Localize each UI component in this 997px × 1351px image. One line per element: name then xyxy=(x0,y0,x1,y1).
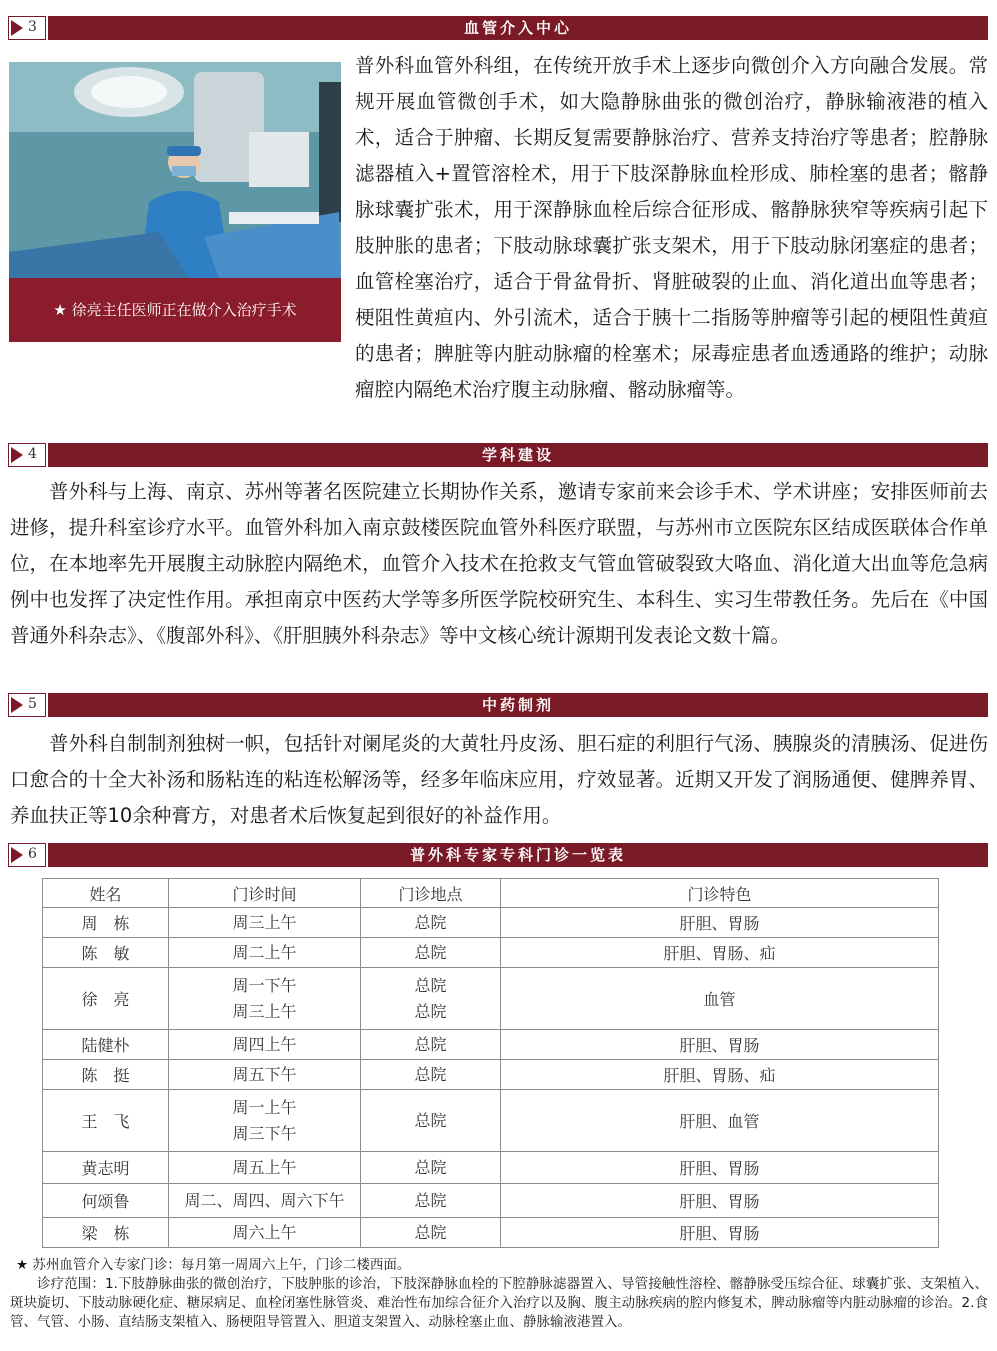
section-header-tcm xyxy=(8,693,988,717)
clinic-place xyxy=(361,908,501,938)
clinic-time-line: 周三上午 xyxy=(232,912,297,932)
scope-note xyxy=(10,1275,988,1332)
section-number: 6 xyxy=(28,846,37,862)
clinic-time-line: 周一上午 xyxy=(232,1097,297,1117)
section-header-vascular xyxy=(8,16,988,40)
clinic-time xyxy=(169,938,361,968)
surgery-scene-image xyxy=(9,62,341,278)
header-place: 门诊地点 xyxy=(361,879,501,908)
clinic-notes xyxy=(10,1256,988,1332)
suzhou-note: ★ 苏州血管介入专家门诊：每月第一周周六上午，门诊二楼西面。 xyxy=(16,1257,411,1273)
clinic-table-wrapper xyxy=(42,878,938,1248)
section-number: 4 xyxy=(28,446,37,462)
clinic-time-line: 周三上午 xyxy=(232,1001,297,1021)
clinic-place-line: 总院 xyxy=(414,942,447,962)
table-row xyxy=(43,968,939,1030)
section-title: 血管介入中心 xyxy=(48,16,988,40)
table-row xyxy=(43,1030,939,1060)
clinic-place xyxy=(361,1152,501,1184)
clinic-place-line: 总院 xyxy=(414,1001,447,1021)
clinic-place-line: 总院 xyxy=(414,975,447,995)
scope-text: 1.下肢静脉曲张的微创治疗，下肢肿胀的诊治，下肢深静脉血栓的下腔静脉滤器置入、导管接触性溶栓、髂静脉受压综合征、球囊扩张、支架植入、斑块旋切、下肢动脉硬化症、糖尿病足、血栓闭塞性脉管炎、难治性布加综合征介入治疗以及胸、腹主动脉疾病的腔内修复术，脾动脉瘤等内脏动脉瘤的诊治。2.食管、气管、小肠、直结肠支架植入、肠梗阻导管置入、胆道支架置入、动脉栓塞止血、静脉输液港置入。 xyxy=(10,1276,988,1330)
doctor-name: 何颂鲁 xyxy=(43,1184,169,1218)
clinic-table xyxy=(42,878,939,1248)
header-specialty: 门诊特色 xyxy=(501,879,939,908)
doctor-name: 陆健朴 xyxy=(43,1030,169,1060)
clinic-time xyxy=(169,1184,361,1218)
doctor-name: 陈 敏 xyxy=(43,938,169,968)
clinic-specialty: 肝胆、胃肠 xyxy=(501,908,939,938)
arrow-icon xyxy=(11,847,23,863)
doctor-name: 梁 栋 xyxy=(43,1218,169,1248)
clinic-place xyxy=(361,968,501,1030)
clinic-place xyxy=(361,1218,501,1248)
clinic-place-line: 总院 xyxy=(414,1064,447,1084)
photo-caption: ★ 徐亮主任医师正在做介入治疗手术 xyxy=(53,301,297,319)
clinic-time xyxy=(169,908,361,938)
clinic-specialty: 肝胆、胃肠 xyxy=(501,1152,939,1184)
section-header-discipline xyxy=(8,443,988,467)
vascular-paragraph xyxy=(355,48,988,408)
doctor-name: 王 飞 xyxy=(43,1090,169,1152)
clinic-time xyxy=(169,1060,361,1090)
clinic-place xyxy=(361,938,501,968)
clinic-time-line: 周二、周四、周六下午 xyxy=(184,1190,345,1210)
clinic-time-line: 周五下午 xyxy=(232,1064,297,1084)
clinic-specialty: 肝胆、血管 xyxy=(501,1090,939,1152)
clinic-place xyxy=(361,1030,501,1060)
clinic-specialty: 肝胆、胃肠 xyxy=(501,1030,939,1060)
clinic-place-line: 总院 xyxy=(414,1190,447,1210)
clinic-place-line: 总院 xyxy=(414,1110,447,1130)
header-name: 姓名 xyxy=(43,879,169,908)
table-row xyxy=(43,1090,939,1152)
vascular-text: 普外科血管外科组，在传统开放手术上逐步向微创介入方向融合发展。常规开展血管微创手术，如大隐静脉曲张的微创治疗，静脉输液港的植入术，适合于肿瘤、长期反复需要静脉治疗、营养支持治疗等患者；腔静脉滤器植入+置管溶栓术，用于下肢深静脉血栓形成、肺栓塞的患者；髂静脉球囊扩张术，用于深静脉血栓后综合征形成、髂静脉狭窄等疾病引起下肢肿胀的患者；下肢动脉球囊扩张支架术，用于下肢动脉闭塞症的患者；血管栓塞治疗，适合于骨盆骨折、肾脏破裂的止血、消化道出血等患者；梗阻性黄疸内、外引流术，适合于胰十二指肠等肿瘤等引起的梗阻性黄疸的患者；脾脏等内脏动脉瘤的栓塞术；尿毒症患者血透通路的维护；动脉瘤腔内隔绝术治疗腹主动脉瘤、髂动脉瘤等。 xyxy=(355,54,988,401)
section-number-tab xyxy=(8,443,46,467)
doctor-name: 徐 亮 xyxy=(43,968,169,1030)
clinic-place-line: 总院 xyxy=(414,1034,447,1054)
table-row xyxy=(43,1060,939,1090)
doctor-name: 陈 挺 xyxy=(43,1060,169,1090)
clinic-specialty: 肝胆、胃肠、疝 xyxy=(501,1060,939,1090)
table-header-row xyxy=(43,879,939,908)
discipline-paragraph: 普外科与上海、南京、苏州等著名医院建立长期协作关系，邀请专家前来会诊手术、学术讲座；安排医师前去进修，提升科室诊疗水平。血管外科加入南京鼓楼医院血管外科医疗联盟，与苏州市立医院东区结成医联体合作单位，在本地率先开展腹主动脉腔内隔绝术，血管介入技术在抢救支气管血管破裂致大咯血、消化道大出血等危急病例中也发挥了决定性作用。承担南京中医药大学等多所医学院校研究生、本科生、实习生带教任务。先后在《中国普通外科杂志》、《腹部外科》、《肝胆胰外科杂志》等中文核心统计源期刊发表论文数十篇。 xyxy=(10,480,988,647)
clinic-time xyxy=(169,1090,361,1152)
clinic-specialty: 肝胆、胃肠 xyxy=(501,1218,939,1248)
table-row xyxy=(43,1184,939,1218)
clinic-place xyxy=(361,1184,501,1218)
section-number-tab xyxy=(8,16,46,40)
clinic-time-line: 周四上午 xyxy=(232,1034,297,1054)
surgery-photo xyxy=(9,62,341,342)
clinic-specialty: 肝胆、胃肠、疝 xyxy=(501,938,939,968)
doctor-name: 黄志明 xyxy=(43,1152,169,1184)
clinic-place-line: 总院 xyxy=(414,1222,447,1242)
section-title: 普外科专家专科门诊一览表 xyxy=(48,843,988,867)
table-row xyxy=(43,908,939,938)
section-number: 5 xyxy=(28,696,37,712)
clinic-time-line: 周二上午 xyxy=(232,942,297,962)
section-header-clinic xyxy=(8,843,988,867)
clinic-place xyxy=(361,1090,501,1152)
header-time: 门诊时间 xyxy=(169,879,361,908)
clinic-specialty: 肝胆、胃肠 xyxy=(501,1184,939,1218)
section-title: 学科建设 xyxy=(48,443,988,467)
table-row xyxy=(43,1152,939,1184)
clinic-time-line: 周五上午 xyxy=(232,1157,297,1177)
clinic-time xyxy=(169,1152,361,1184)
section-number: 3 xyxy=(28,19,37,35)
clinic-time-line: 周六上午 xyxy=(232,1222,297,1242)
clinic-place-line: 总院 xyxy=(414,1157,447,1177)
section-title: 中药制剂 xyxy=(48,693,988,717)
clinic-place-line: 总院 xyxy=(414,912,447,932)
clinic-time xyxy=(169,968,361,1030)
clinic-time-line: 周三下午 xyxy=(232,1123,297,1143)
doctor-name: 周 栋 xyxy=(43,908,169,938)
section-number-tab xyxy=(8,693,46,717)
clinic-specialty: 血管 xyxy=(501,968,939,1030)
arrow-icon xyxy=(11,697,23,713)
table-row xyxy=(43,938,939,968)
clinic-place xyxy=(361,1060,501,1090)
clinic-time-line: 周一下午 xyxy=(232,975,297,995)
table-row xyxy=(43,1218,939,1248)
arrow-icon xyxy=(11,447,23,463)
section-number-tab xyxy=(8,843,46,867)
scope-lead: 诊疗范围： xyxy=(37,1276,105,1292)
clinic-time xyxy=(169,1030,361,1060)
tcm-paragraph: 普外科自制制剂独树一帜，包括针对阑尾炎的大黄牡丹皮汤、胆石症的利胆行气汤、胰腺炎的清胰汤、促进伤口愈合的十全大补汤和肠粘连的粘连松解汤等，经多年临床应用，疗效显著。近期又开发了润肠通便、健脾养胃、养血扶正等10余种膏方，对患者术后恢复起到很好的补益作用。 xyxy=(10,732,988,827)
clinic-table-body xyxy=(43,908,939,1248)
arrow-icon xyxy=(11,20,23,36)
clinic-time xyxy=(169,1218,361,1248)
